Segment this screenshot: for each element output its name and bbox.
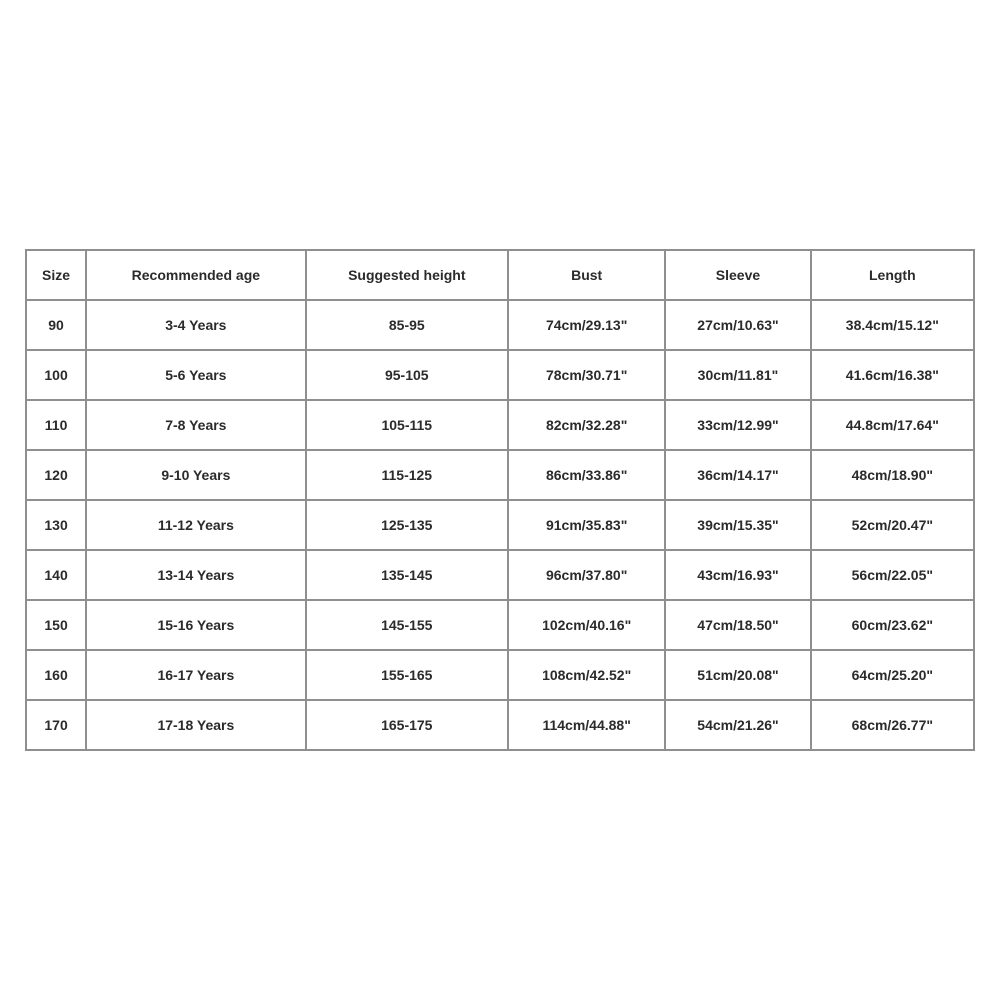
- cell-sleeve: 43cm/16.93": [665, 550, 810, 600]
- cell-length: 48cm/18.90": [811, 450, 974, 500]
- cell-suggested-height: 165-175: [306, 700, 508, 750]
- cell-sleeve: 47cm/18.50": [665, 600, 810, 650]
- cell-bust: 102cm/40.16": [508, 600, 665, 650]
- table-body: [26, 300, 974, 750]
- table-row: [26, 450, 974, 500]
- cell-recommended-age: 7-8 Years: [86, 400, 305, 450]
- cell-bust: 74cm/29.13": [508, 300, 665, 350]
- header-suggested-height: Suggested height: [306, 250, 508, 300]
- cell-size: 120: [26, 450, 86, 500]
- table-row: [26, 300, 974, 350]
- cell-length: 56cm/22.05": [811, 550, 974, 600]
- table-row: [26, 700, 974, 750]
- cell-sleeve: 54cm/21.26": [665, 700, 810, 750]
- cell-bust: 86cm/33.86": [508, 450, 665, 500]
- cell-bust: 78cm/30.71": [508, 350, 665, 400]
- cell-sleeve: 33cm/12.99": [665, 400, 810, 450]
- header-length: Length: [811, 250, 974, 300]
- cell-suggested-height: 135-145: [306, 550, 508, 600]
- cell-suggested-height: 155-165: [306, 650, 508, 700]
- table-row: [26, 350, 974, 400]
- cell-recommended-age: 5-6 Years: [86, 350, 305, 400]
- header-sleeve: Sleeve: [665, 250, 810, 300]
- cell-sleeve: 36cm/14.17": [665, 450, 810, 500]
- cell-sleeve: 51cm/20.08": [665, 650, 810, 700]
- cell-length: 60cm/23.62": [811, 600, 974, 650]
- cell-size: 170: [26, 700, 86, 750]
- cell-recommended-age: 16-17 Years: [86, 650, 305, 700]
- cell-recommended-age: 9-10 Years: [86, 450, 305, 500]
- cell-size: 90: [26, 300, 86, 350]
- header-recommended-age: Recommended age: [86, 250, 305, 300]
- cell-length: 44.8cm/17.64": [811, 400, 974, 450]
- cell-length: 41.6cm/16.38": [811, 350, 974, 400]
- cell-bust: 114cm/44.88": [508, 700, 665, 750]
- table-row: [26, 650, 974, 700]
- cell-size: 130: [26, 500, 86, 550]
- cell-suggested-height: 105-115: [306, 400, 508, 450]
- cell-size: 150: [26, 600, 86, 650]
- cell-suggested-height: 85-95: [306, 300, 508, 350]
- cell-recommended-age: 3-4 Years: [86, 300, 305, 350]
- cell-sleeve: 30cm/11.81": [665, 350, 810, 400]
- cell-size: 140: [26, 550, 86, 600]
- cell-size: 160: [26, 650, 86, 700]
- table-row: [26, 550, 974, 600]
- cell-size: 100: [26, 350, 86, 400]
- cell-suggested-height: 115-125: [306, 450, 508, 500]
- header-bust: Bust: [508, 250, 665, 300]
- cell-recommended-age: 17-18 Years: [86, 700, 305, 750]
- cell-length: 38.4cm/15.12": [811, 300, 974, 350]
- cell-bust: 82cm/32.28": [508, 400, 665, 450]
- cell-length: 64cm/25.20": [811, 650, 974, 700]
- cell-suggested-height: 145-155: [306, 600, 508, 650]
- cell-sleeve: 27cm/10.63": [665, 300, 810, 350]
- cell-bust: 91cm/35.83": [508, 500, 665, 550]
- table-row: [26, 600, 974, 650]
- cell-suggested-height: 95-105: [306, 350, 508, 400]
- header-size: Size: [26, 250, 86, 300]
- cell-recommended-age: 15-16 Years: [86, 600, 305, 650]
- cell-size: 110: [26, 400, 86, 450]
- cell-length: 52cm/20.47": [811, 500, 974, 550]
- size-chart-table: [25, 249, 975, 751]
- table-row: [26, 500, 974, 550]
- cell-recommended-age: 11-12 Years: [86, 500, 305, 550]
- table-row: [26, 400, 974, 450]
- cell-recommended-age: 13-14 Years: [86, 550, 305, 600]
- cell-sleeve: 39cm/15.35": [665, 500, 810, 550]
- cell-length: 68cm/26.77": [811, 700, 974, 750]
- table-header-row: [26, 250, 974, 300]
- cell-suggested-height: 125-135: [306, 500, 508, 550]
- cell-bust: 96cm/37.80": [508, 550, 665, 600]
- cell-bust: 108cm/42.52": [508, 650, 665, 700]
